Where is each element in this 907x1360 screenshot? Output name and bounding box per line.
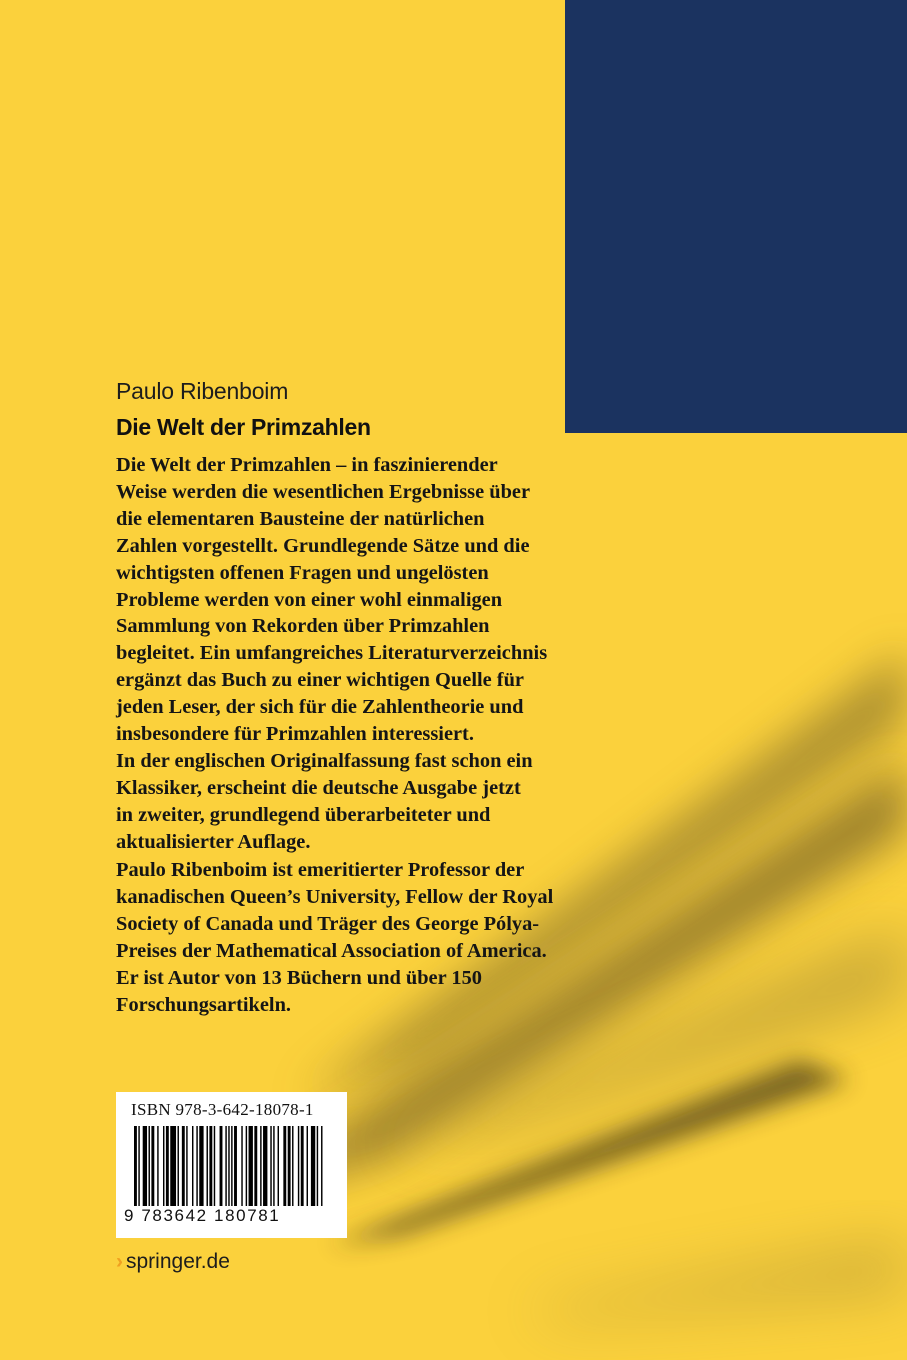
barcode-bar [231, 1126, 232, 1206]
description-line: wichtigsten offenen Fragen und ungelösten [116, 561, 489, 584]
barcode-bar [214, 1126, 215, 1206]
bio-line: Society of Canada und Träger des George Pólya- [116, 912, 540, 935]
barcode-bar [311, 1126, 315, 1206]
bio-line: Forschungsartikeln. [116, 993, 292, 1016]
barcode-bar [292, 1126, 293, 1206]
description-line: Zahlen vorgestellt. Grundlegende Sätze und die [116, 534, 530, 557]
barcode-bar [199, 1126, 203, 1206]
bio-line: kanadischen Queen’s University, Fellow der Royal [116, 885, 554, 908]
barcode-bar [182, 1126, 185, 1206]
barcode-bar [196, 1126, 197, 1206]
barcode-bar [157, 1126, 158, 1206]
description-line: In der englischen Originalfassung fast schon ein [116, 749, 533, 772]
barcode-bar [149, 1126, 150, 1206]
barcode-bar [241, 1126, 242, 1206]
barcode-bar [134, 1126, 137, 1206]
barcode-bar [220, 1126, 223, 1206]
description-line: Weise werden die wesentlichen Ergebnisse über [116, 480, 531, 503]
book-description [116, 452, 596, 856]
barcode-bar [270, 1126, 271, 1206]
chevron-right-icon: › [116, 1250, 123, 1273]
isbn-barcode [116, 1092, 347, 1238]
barcode-bar [283, 1126, 286, 1206]
description-line: ergänzt das Buch zu einer wichtigen Quelle für [116, 669, 524, 692]
barcode-bar [298, 1126, 299, 1206]
author-name: Paulo Ribenboim [116, 378, 289, 404]
barcode-bar [288, 1126, 291, 1206]
barcode-bar [163, 1126, 164, 1206]
barcode-bars [134, 1126, 330, 1206]
bio-line: Preises der Mathematical Association of America. [116, 939, 547, 962]
barcode-bar [166, 1126, 169, 1206]
barcode-bar [254, 1126, 257, 1206]
barcode-bar [228, 1126, 229, 1206]
barcode-bar [234, 1126, 237, 1206]
barcode-digits: 9 783642 180781 [124, 1206, 281, 1225]
bio-line: Paulo Ribenboim ist emeritierter Professor der [116, 859, 525, 881]
barcode-bar [207, 1126, 208, 1206]
description-line: jeden Leser, der sich für die Zahlentheorie und [116, 696, 524, 719]
description-line: Die Welt der Primzahlen – in faszinierender [116, 454, 498, 476]
isbn-label: ISBN 978-3-642-18078-1 [131, 1100, 314, 1119]
barcode-bar [301, 1126, 304, 1206]
description-line: Probleme werden von einer wohl einmaligen [116, 588, 503, 611]
barcode-bar [151, 1126, 154, 1206]
barcode-bar [192, 1126, 193, 1206]
barcode-bar [138, 1126, 139, 1206]
description-line: insbesondere für Primzahlen interessiert. [116, 723, 474, 746]
barcode-bar [260, 1126, 261, 1206]
description-line: Sammlung von Rekorden über Primzahlen [116, 615, 490, 638]
description-line: begleitet. Ein umfangreiches Literaturverzeichnis [116, 642, 548, 665]
barcode-bar [225, 1126, 226, 1206]
description-line: Klassiker, erscheint die deutsche Ausgabe jetzt [116, 776, 521, 799]
description-line: in zweiter, grundlegend überarbeiteter und [116, 803, 491, 826]
description-line: aktualisierter Auflage. [116, 830, 311, 853]
barcode-bar [278, 1126, 279, 1206]
barcode-bar [317, 1126, 318, 1206]
description-line: die elementaren Bausteine der natürlichen [116, 507, 485, 530]
author-bio [116, 857, 596, 1018]
barcode-bar [170, 1126, 176, 1206]
publisher-url: springer.de [126, 1250, 230, 1273]
barcode-bar [246, 1126, 247, 1206]
barcode-bar [321, 1126, 322, 1206]
barcode-bar [209, 1126, 212, 1206]
barcode-bar [249, 1126, 253, 1206]
blue-color-block [565, 0, 907, 433]
bio-line: Er ist Autor von 13 Büchern und über 150 [116, 966, 482, 989]
barcode-bar [263, 1126, 267, 1206]
barcode-bar [273, 1126, 274, 1206]
book-title: Die Welt der Primzahlen [116, 414, 371, 440]
publisher-link[interactable] [116, 1250, 230, 1274]
barcode-bar [178, 1126, 179, 1206]
barcode-bar [307, 1126, 308, 1206]
barcode-bar [143, 1126, 147, 1206]
barcode-bar [186, 1126, 187, 1206]
